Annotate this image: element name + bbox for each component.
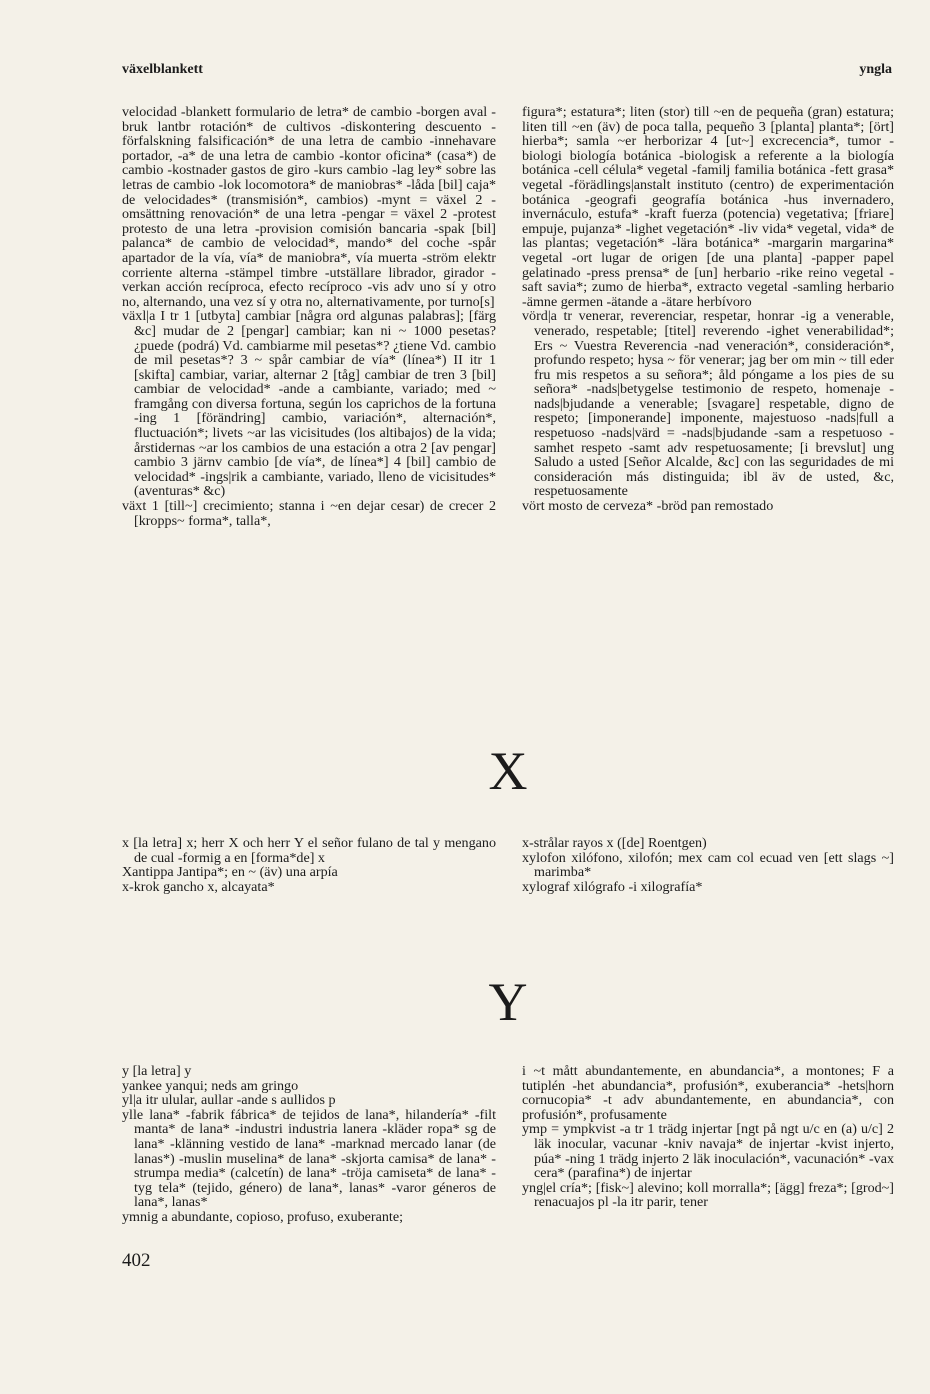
dictionary-entry: y [la letra] y: [122, 1063, 192, 1079]
column-right-y: [522, 1064, 894, 1210]
dictionary-entry: x [la letra] x; herr X och herr Y el señor fulano de tal y mengano de cual -formig a en [forma*de] x: [122, 835, 496, 866]
dictionary-entry: ylle lana* -fabrik fábrica* de tejidos de lana*, hilandería* -filt manta* de lana* -industri industria lanera -kläder ropa* sg de lana* -klänning vestido de lana* -marknad mercado lanar (de lanas*) -muslin muselina* de lana* -skjorta camisa* de lana* -strumpa media* (calcetín) de lana* -tröja camiseta* de lana* -tyg tela* (tejido, género) de lana*, lanas* -varor géneros de lana*, lanas*: [122, 1106, 496, 1211]
section-letter-x: X: [488, 741, 528, 801]
dictionary-entry: ymnig a abundante, copioso, profuso, exuberante;: [122, 1208, 404, 1225]
column-left-y: [122, 1064, 496, 1225]
dictionary-entry: ymp = ympkvist -a tr 1 trädg injertar [ngt på ngt u/c en (a) u/c] 2 läk inocular, vacunar -kniv navaja* de injertar -kvist injerto, púa* -ning 1 trädg injerto 2 läk inoculación*, vacunación* -vax cera* (parafina*) de injertar: [522, 1121, 894, 1182]
dictionary-entry: velocidad -blankett formulario de letra* de cambio -borgen aval -bruk lantbr rotación* de cultivos -diskontering descuento -förfalskning falsificación* de una letra de cambio -innehavare portador, -a* de una letra de cambio -kontor oficina* (casa*) de cambio -kostnader gastos de giro -kurs cambio -lag ley* sobre las letras de cambio -lok locomotora* de maniobras* -låda [bil] caja* de velocidades* (transmisión*, cambios) -mynt = växel 2 -omsättning renovación* de una letra -pengar = växel 2 -protest protesto de una letra -provision comisión bancaria -spak [bil] palanca* de cambio de velocidad*, mando* del coche -spår apartador de la vía, vía* de maniobra*, vía muerta -ström elektr corriente alterna -stämpel timbre -utställare librador, girador -verkan acción recíproca, efecto recíproco -vis adv uno sí y otro no, alternando, una vez sí y otra no, alternativamente, por turno[s]: [122, 104, 496, 310]
running-header-right: yngla: [859, 62, 892, 77]
dictionary-entry: vörd|a tr venerar, reverenciar, respetar, honrar -ig a venerable, venerado, respetable; [titel] reverendo -ighet venerabilidad*; Ers ~ Vuestra Reverencia -nad veneración*, consideración*, profundo respeto; hysa ~ för venerar; jag ber om min ~ till eder fru mis respetos a su señora*; åld póngame a los pies de su señora* -nads|betygelse testimonio de respeto, homenaje -nads|bjudande a venerable; [svagare] respetable, digno de respeto; [imponerande] imponente, majestuoso -nads|full a respetuoso -nads|värd = -nads|bjudande -sam a respetuoso -samhet respeto -samt adv respetuosamente; [i brevslut] ung Saludo a usted [Señor Alcalde, &c] con las seguridades de mi consideración más distinguida; ibl äv de usted, &c, respetuosamente: [522, 308, 894, 500]
dictionary-entry: x-strålar rayos x ([de] Roentgen): [522, 835, 707, 851]
section-letter-y: Y: [488, 972, 528, 1032]
column-left-top: [122, 105, 496, 528]
dictionary-entry: i ~t mått abundantemente, en abundancia*, a montones; F a tutiplén -het abundancia*, profusión*, exuberancia* -hets|horn cornucopia* -t adv abundantemente, en abundancia*, con profusión*, profusamente: [522, 1063, 894, 1123]
dictionary-entry: yankee yanqui; neds am gringo: [122, 1077, 299, 1094]
column-right-top: [522, 105, 894, 514]
running-header-left: växelblankett: [122, 62, 203, 77]
dictionary-entry: yl|a itr ulular, aullar -ande s aullidos p: [122, 1092, 336, 1109]
dictionary-entry: x-krok gancho x, alcayata*: [122, 878, 275, 895]
dictionary-entry: xylofon xilófono, xilofón; mex cam col ecuad ven [ett slags ~] marimba*: [522, 849, 894, 881]
dictionary-entry: Xantippa Jantipa*; en ~ (äv) una arpía: [122, 864, 338, 881]
dictionary-entry: xylograf xilógrafo -i xilografía*: [522, 878, 703, 895]
column-left-x: [122, 836, 496, 894]
column-right-x: [522, 836, 894, 894]
dictionary-entry: figura*; estatura*; liten (stor) till ~en de pequeña (gran) estatura; liten till ~en (äv) de poca talla, pequeño 3 [planta] planta*; [ört] hierba*; samla ~er herborizar 4 [ut~] excrecencia*, tumor -biologi biología botánica -biologisk a referente a la biología botánica -cell célula* vegetal -familj familia botánica -fett grasa* vegetal -förädlings|anstalt instituto (centro) de experimentación botánica -geografi geografía botánica -hus invernadero, invernáculo, estufa* -kraft fuerza (potencia) vegetativa; [friare] empuje, pujanza* -lighet vegetación* -liv vida* vegetal, vida* de las plantas; vegetación* -lära botánica* -margarin margarina* vegetal -ort lugar de origen [de una planta] -papper papel gelatinado -press prensa* de [un] herbario -rike reino vegetal -saft savia*; zumo de hierba*, extracto vegetal -samling herbario -ämne germen -ätande a -ätare herbívoro: [522, 104, 894, 310]
dictionary-entry: växl|a I tr 1 [utbyta] cambiar [några ord algunas palabras]; [färg &c] mudar de 2 [pengar] cambiar; kan ni ~ 1000 pesetas? ¿puede (podrá) Vd. cambiarme mil pesetas*? ¿tiene Vd. cambio de mil pesetas*? 3 ~ spår cambiar de vía* (línea*) II itr 1 [skifta] cambiar, variar, alternar 2 [tåg] cambiar de tren 3 [bil] cambiar de velocidad* -ande a cambiante, variado; med ~ framgång con diversa fortuna, según los caprichos de la fortuna -ing 1 [förändring] cambio, variación*, alternación*, fluctuación*; livets ~ar las vicisitudes (los altibajos) de la vida; årstidernas ~ar los cambios de una estación a otra 2 [av pengar] cambio 3 järnv cambio [de vía*, de línea*] 4 [bil] cambio de velocidad* -ings|rik a cambiante, variado, lleno de vicisitudes* (aventuras* &c): [122, 308, 496, 500]
dictionary-entry: växt 1 [till~] crecimiento; stanna i ~en dejar cesar) de crecer 2 [kropps~ forma*, talla*,: [122, 498, 496, 529]
page-number: 402: [122, 1250, 151, 1271]
dictionary-entry: yng|el cría*; [fisk~] alevino; koll morralla*; [ägg] freza*; [grod~] renacuajos pl -la itr parir, tener: [522, 1179, 894, 1211]
dictionary-entry: vört mosto de cerveza* -bröd pan remostado: [522, 498, 774, 515]
